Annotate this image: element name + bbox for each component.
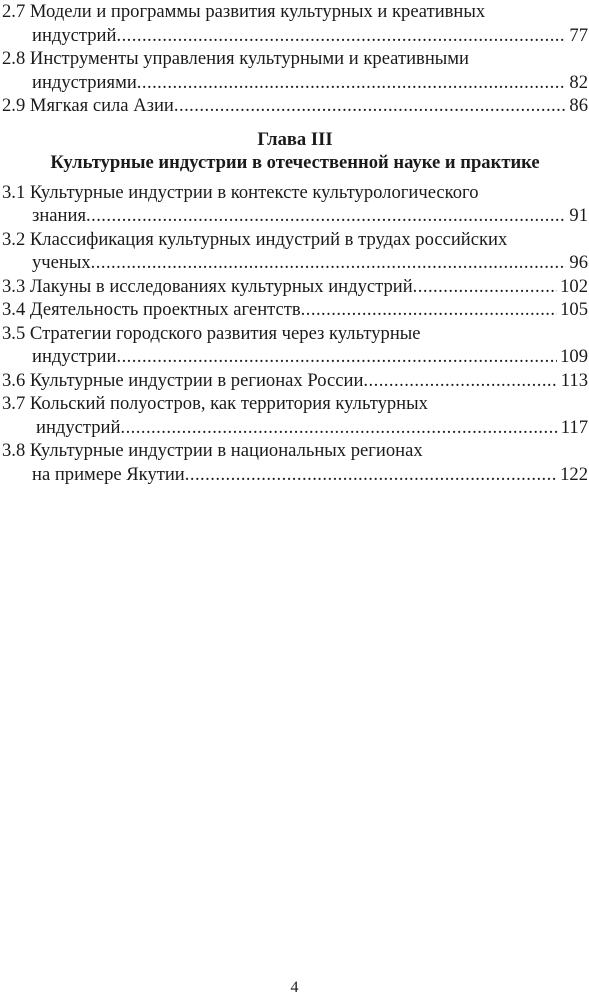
toc-entry-3-2 <box>2 228 588 275</box>
toc-entry-title-line1: Модели и программы развития культурных и креативных <box>29 1 486 22</box>
toc-entry-title-line2: ученых <box>32 252 91 273</box>
toc-entry-3-4 <box>2 298 588 322</box>
toc-entry-number: 3.7 <box>2 393 26 414</box>
toc-entry-title <box>2 0 588 24</box>
toc-entry-3-8 <box>2 439 588 486</box>
dot-leader <box>174 94 567 118</box>
toc-entry-3-7 <box>2 392 588 439</box>
toc-entry-number: 3.8 <box>2 440 26 461</box>
toc-entry-2-9 <box>2 94 588 118</box>
toc-entry-title-line1: Культурные индустрии в регионах России <box>29 369 364 391</box>
toc-page-number: 96 <box>569 252 588 273</box>
toc-entry-title-line1: Культурные индустрии в национальных регионах <box>29 440 423 461</box>
dot-leader <box>116 345 557 369</box>
toc-entry-title <box>2 369 363 393</box>
toc-page-number: 122 <box>560 463 588 485</box>
toc-entry-number: 2.7 <box>2 1 26 22</box>
toc-entry-title <box>2 392 588 416</box>
toc-entry-title-line1: Лакуны в исследованиях культурных индустрий <box>29 275 413 297</box>
toc-entry-number: 3.6 <box>2 369 26 391</box>
toc-entry-3-1 <box>2 181 588 228</box>
toc-entry-title <box>2 181 588 205</box>
dot-leader <box>120 416 557 440</box>
dot-leader <box>91 251 567 275</box>
toc-entry-continuation <box>2 416 588 440</box>
toc-entry-title-line2: индустрий <box>36 416 121 438</box>
toc-page-number: 102 <box>560 275 588 297</box>
toc-entry-title <box>2 322 588 346</box>
toc-page-number: 91 <box>569 205 588 226</box>
spacer <box>2 118 588 128</box>
toc-entry-title-line1: Инструменты управления культурными и креативными <box>29 48 469 69</box>
toc-entry-continuation <box>2 463 588 487</box>
toc-entry-2-7 <box>2 0 588 47</box>
toc-entry-continuation <box>2 71 588 95</box>
chapter-label: Глава III <box>257 128 333 150</box>
page-number: 4 <box>290 979 299 996</box>
toc-page-number: 105 <box>560 299 588 320</box>
toc-entry-title <box>2 439 588 463</box>
toc-page-number: 86 <box>569 95 588 116</box>
toc-entry-title-line1: Классификация культурных индустрий в трудах российских <box>29 228 508 250</box>
toc-page-number: 82 <box>569 71 588 93</box>
toc-entry-number: 2.8 <box>2 48 26 69</box>
dot-leader <box>413 275 557 299</box>
dot-leader <box>116 24 566 48</box>
dot-leader <box>137 71 567 95</box>
toc-entry-title-line1: Культурные индустрии в контексте культурологического <box>29 181 479 203</box>
dot-leader <box>86 204 566 228</box>
toc-entry-continuation <box>2 345 588 369</box>
toc-entry-title <box>2 298 301 322</box>
dot-leader <box>363 369 557 393</box>
toc-entry-continuation <box>2 204 588 228</box>
toc-page-number: 77 <box>569 24 588 46</box>
toc-entry-title <box>2 47 588 71</box>
toc-entry-title-line1: Мягкая сила Азии <box>29 95 174 116</box>
toc-entry-title-line1: Стратегии городского развития через культурные <box>29 322 421 344</box>
toc-entry-title-line2: знания <box>32 205 87 226</box>
toc-entry-3-3 <box>2 275 588 299</box>
toc-entry-number: 3.2 <box>2 228 26 250</box>
toc-entry-3-6 <box>2 369 588 393</box>
toc-page-number: 117 <box>560 416 588 438</box>
toc-entry-number: 3.3 <box>2 275 26 297</box>
toc-entry-title-line1: Кольский полуостров, как территория культурных <box>29 393 428 414</box>
toc-entry-title <box>2 228 588 252</box>
toc-entry-title-line2: индустриями <box>32 71 137 93</box>
dot-leader <box>301 298 557 322</box>
toc-page-number: 109 <box>560 346 588 367</box>
toc-entry-title <box>2 94 174 118</box>
toc-entry-title-line2: индустрий <box>32 24 117 46</box>
toc-entry-number: 3.5 <box>2 322 26 344</box>
dot-leader <box>185 463 557 487</box>
toc-page-number: 113 <box>560 369 588 391</box>
toc-entry-title-line1: Деятельность проектных агентств <box>29 299 301 320</box>
toc-entry-2-8 <box>2 47 588 94</box>
toc-entry-3-5 <box>2 322 588 369</box>
toc-entry-title <box>2 275 413 299</box>
toc-entry-title-line2: на примере Якутии <box>32 463 185 485</box>
toc-entry-continuation <box>2 24 588 48</box>
toc-entry-number: 3.4 <box>2 299 26 320</box>
table-of-contents <box>2 0 588 486</box>
toc-entry-number: 2.9 <box>2 95 26 116</box>
chapter-title: Культурные индустрии в отечественной науке и практике <box>50 152 540 173</box>
toc-entry-continuation <box>2 251 588 275</box>
toc-entry-number: 3.1 <box>2 181 26 203</box>
toc-entry-title-line2: индустрии <box>32 346 117 367</box>
